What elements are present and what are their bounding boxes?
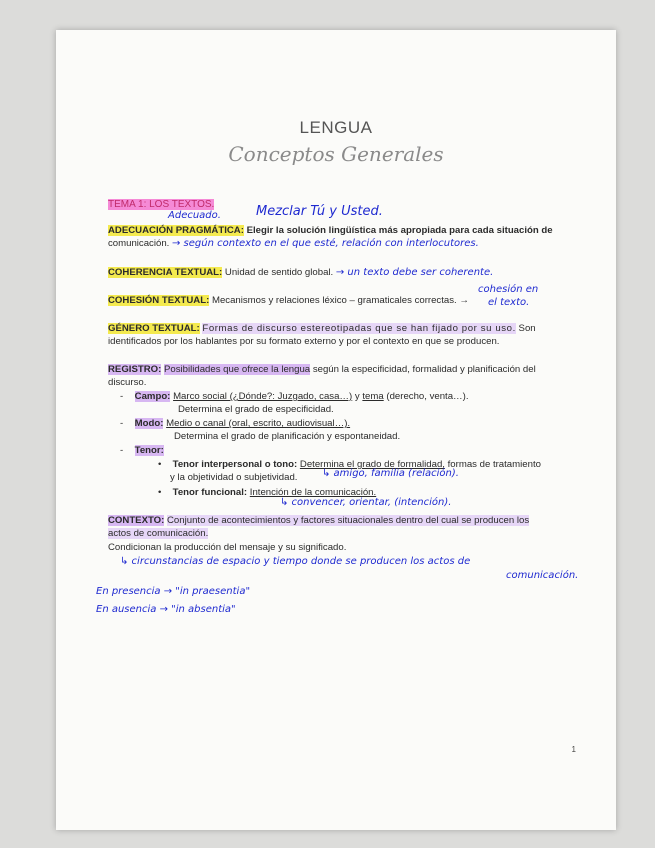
genero-line2: identificados por los hablantes por su formato externo y por el contexto en que se producen. [108,336,500,347]
cohesion-term: COHESIÓN TEXTUAL: [108,295,210,306]
modo-label: Modo: [134,418,164,429]
cohesion-line: COHESIÓN TEXTUAL: Mecanismos y relaciones léxico – gramaticales correctas. → [108,295,469,306]
coherencia-term: COHERENCIA TEXTUAL: [108,267,223,278]
note-amigo: ↳ amigo, familia (relación). [322,468,459,479]
adecuacion-def: Elegir la solución lingüística más apropiada para cada situación de [246,225,553,236]
note-segun: → según contexto en el que esté, relación con interlocutores. [172,238,479,249]
tenor-funcional-line: • Tenor funcional: Intención de la comunicación. [158,487,377,498]
note-circunstancias-1: ↳ circunstancias de espacio y tiempo donde se producen los actos de [120,556,471,567]
campo-label: Campo: [134,391,171,402]
note-ausencia: En ausencia → "in absentia" [96,604,236,615]
tenor-interpersonal-line1: • Tenor interpersonal o tono: Determina el grado de formalidad, formas de tratamiento [158,459,541,470]
document-page [56,30,616,830]
adecuacion-term: ADECUACIÓN PRAGMÁTICA: [108,225,244,236]
modo-determina: Determina el grado de planificación y espontaneidad. [174,431,401,442]
contexto-line2: actos de comunicación. [108,528,209,539]
document-subtitle: Conceptos Generales [228,142,444,166]
note-circunstancias-2: comunicación. [506,570,579,581]
tenor-line: - Tenor: [120,445,164,456]
registro-line1: REGISTRO: Posibilidades que ofrece la lengua según la especificidad, formalidad y planificación del [108,364,536,375]
coherencia-line: COHERENCIA TEXTUAL: Unidad de sentido global. → un texto debe ser coherente. [108,267,494,278]
note-coherente: → un texto debe ser coherente. [335,267,494,278]
tema-label: TEMA 1: LOS TEXTOS. [108,199,215,210]
note-adecuado: Adecuado. [168,210,221,221]
note-presencia: En presencia → "in praesentia" [96,586,251,597]
campo-determina: Determina el grado de especificidad. [178,404,334,415]
note-cohesion-2: el texto. [488,297,530,308]
tenor-interpersonal-line2: y la objetividad o subjetividad. [170,472,298,483]
registro-term: REGISTRO: [108,364,162,375]
registro-line2: discurso. [108,377,147,388]
note-cohesion-1: cohesión en [478,284,539,295]
genero-line1: GÉNERO TEXTUAL: Formas de discurso estereotipadas que se han fijado por su uso. Son [108,323,536,334]
adecuacion-line2: comunicación. → según contexto en el que esté, relación con interlocutores. [108,238,479,249]
contexto-term: CONTEXTO: [108,515,165,526]
contexto-line3: Condicionan la producción del mensaje y su significado. [108,542,347,553]
modo-line: - Modo: Medio o canal (oral, escrito, audiovisual…). [120,418,351,429]
page-number: 1 [571,745,576,754]
tenor-label: Tenor: [134,445,164,456]
contexto-line1: CONTEXTO: Conjunto de acontecimientos y factores situacionales dentro del cual se producen los [108,515,530,526]
genero-term: GÉNERO TEXTUAL: [108,323,200,334]
document-title: LENGUA [299,118,373,137]
note-convencer: ↳ convencer, orientar, (intención). [280,497,452,508]
campo-line: - Campo: Marco social (¿Dónde?: Juzgado, casa…) y tema (derecho, venta…). [120,391,469,402]
note-mezclar: Mezclar Tú y Usted. [256,204,383,219]
adecuacion-line1 [108,224,553,237]
